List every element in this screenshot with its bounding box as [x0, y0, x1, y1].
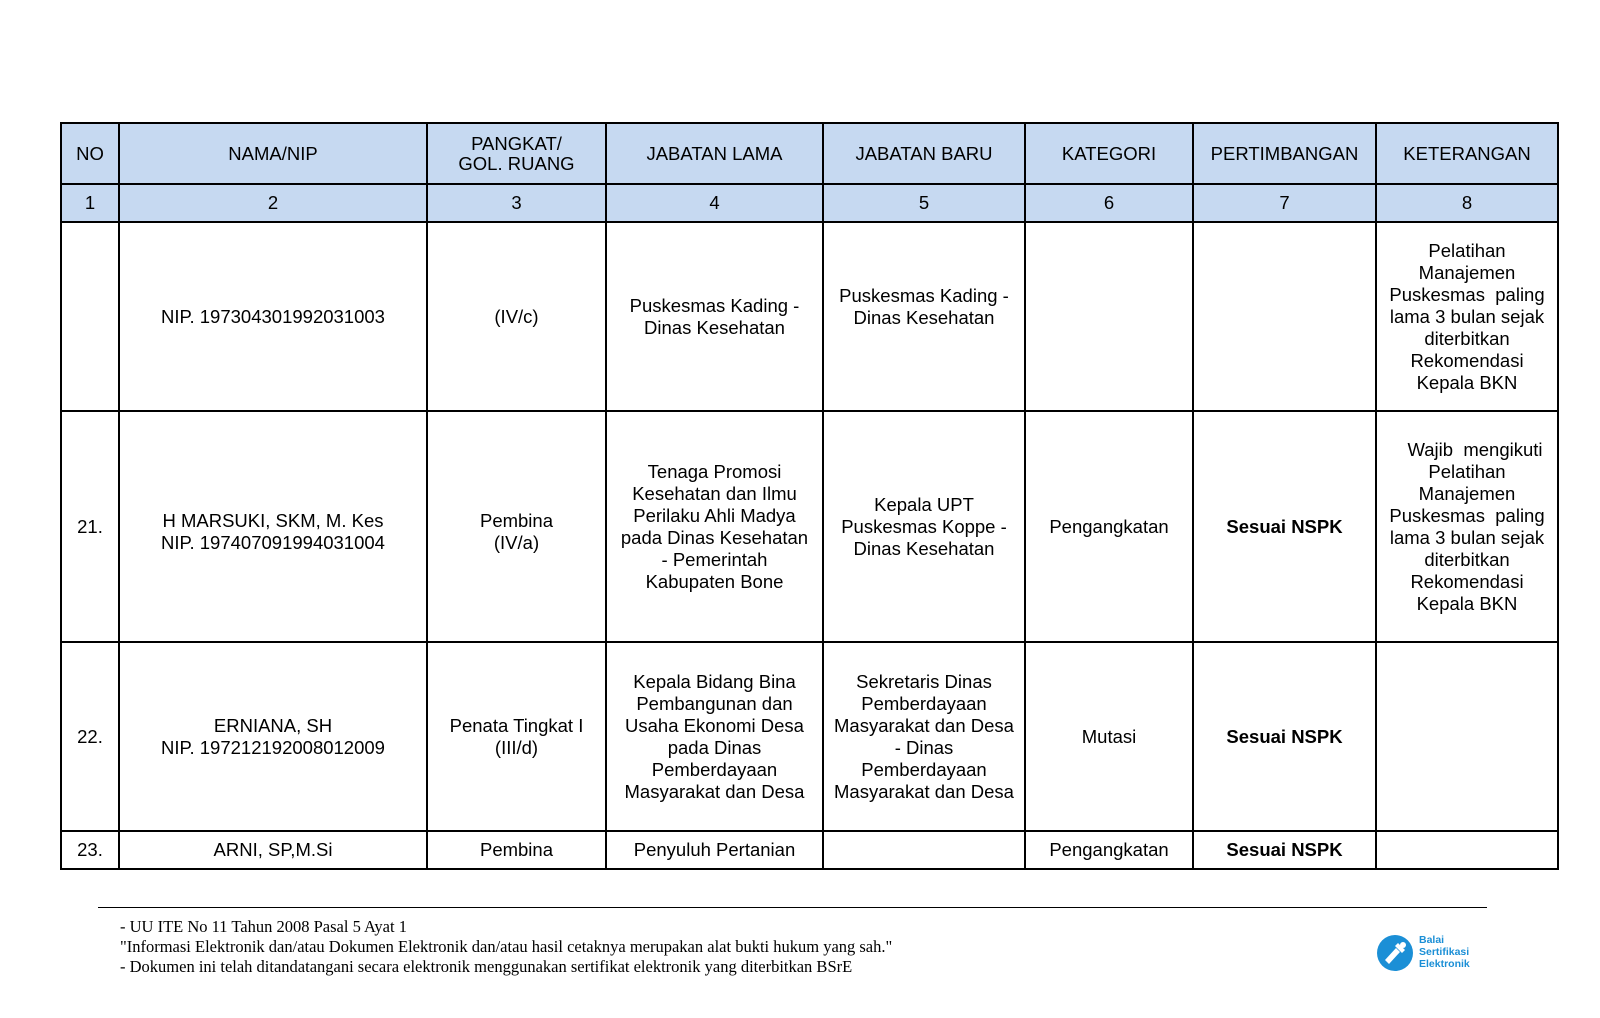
row-golongan: (IV/c) — [494, 305, 539, 327]
row-jabatan-baru — [823, 831, 1025, 869]
row-kategori: Pengangkatan — [1025, 411, 1193, 642]
header-no: NO — [61, 123, 119, 184]
row-jabatan-lama: Kepala Bidang Bina Pembangunan dan Usaha Ekonomi Desa pada Dinas Pemberdayaan Masyarakat dan Desa — [606, 642, 823, 831]
header-pertimbangan: PERTIMBANGAN — [1193, 123, 1376, 184]
row-nama: ARNI, SP,M.Si — [119, 831, 427, 869]
row-kategori — [1025, 222, 1193, 411]
header-row — [61, 123, 1558, 184]
footer-disclaimer — [120, 917, 892, 977]
row-kategori: Mutasi — [1025, 642, 1193, 831]
row-pangkat — [427, 222, 606, 411]
row-no: 21. — [61, 411, 119, 642]
row-keterangan: Pelatihan Manajemen Puskesmas paling lama 3 bulan sejak diterbitkan Rekomendasi Kepala BKN — [1376, 222, 1558, 411]
column-number: 1 — [61, 184, 119, 222]
table-row — [61, 411, 1558, 642]
table-row — [61, 642, 1558, 831]
row-nip: NIP. 197407091994031004 — [161, 531, 385, 553]
row-nama-nip — [119, 222, 427, 411]
row-keterangan — [1376, 642, 1558, 831]
row-kategori: Pengangkatan — [1025, 831, 1193, 869]
table-row — [61, 222, 1558, 411]
row-no — [61, 222, 119, 411]
row-jabatan-lama: Penyuluh Pertanian — [606, 831, 823, 869]
row-jabatan-baru: Sekretaris Dinas Pemberdayaan Masyarakat dan Desa - Dinas Pemberdayaan Masyarakat dan Desa — [823, 642, 1025, 831]
row-jabatan-lama: Puskesmas Kading - Dinas Kesehatan — [606, 222, 823, 411]
footer-line: "Informasi Elektronik dan/atau Dokumen Elektronik dan/atau hasil cetaknya merupakan alat bukti hukum yang sah." — [120, 937, 893, 956]
row-nama-nip — [119, 642, 427, 831]
column-number: 3 — [427, 184, 606, 222]
row-no: 22. — [61, 642, 119, 831]
row-pertimbangan: Sesuai NSPK — [1193, 642, 1376, 831]
row-no: 23. — [61, 831, 119, 869]
footer-divider — [98, 907, 1487, 908]
column-number: 2 — [119, 184, 427, 222]
row-nip: NIP. 197304301992031003 — [161, 305, 385, 327]
column-number: 4 — [606, 184, 823, 222]
row-golongan: (III/d) — [494, 736, 539, 758]
column-number: 8 — [1376, 184, 1558, 222]
row-pertimbangan: Sesuai NSPK — [1193, 411, 1376, 642]
row-pangkat: Penata Tingkat I (III/d) — [427, 642, 606, 831]
row-jabatan-baru: Puskesmas Kading - Dinas Kesehatan — [823, 222, 1025, 411]
column-number: 6 — [1025, 184, 1193, 222]
header-kategori: KATEGORI — [1025, 123, 1193, 184]
header-pangkat: PANGKAT/ GOL. RUANG — [427, 123, 606, 184]
row-pertimbangan: Sesuai NSPK — [1193, 831, 1376, 869]
row-nama: ERNIANA, SH — [213, 714, 333, 736]
row-keterangan: Wajib mengikuti Pelatihan Manajemen Puskesmas paling lama 3 bulan sejak diterbitkan Rekomendasi Kepala BKN — [1376, 411, 1558, 642]
personnel-table — [60, 122, 1559, 870]
column-number: 7 — [1193, 184, 1376, 222]
header-jabatan-lama: JABATAN LAMA — [606, 123, 823, 184]
row-pangkat: Pembina — [427, 831, 606, 869]
row-nip: NIP. 197212192008012009 — [161, 736, 385, 758]
bsre-logo — [1376, 932, 1496, 976]
column-number: 5 — [823, 184, 1025, 222]
bsre-logo-text: Balai Sertifikasi Elektronik — [1419, 934, 1470, 970]
column-number-row — [61, 184, 1558, 222]
row-golongan: (IV/a) — [493, 531, 540, 553]
header-nama-nip: NAMA/NIP — [119, 123, 427, 184]
row-jabatan-lama: Tenaga Promosi Kesehatan dan Ilmu Perilaku Ahli Madya pada Dinas Kesehatan - Pemerintah Kabupaten Bone — [606, 411, 823, 642]
header-keterangan: KETERANGAN — [1376, 123, 1558, 184]
row-pangkat: Pembina (IV/a) — [427, 411, 606, 642]
footer-line: - UU ITE No 11 Tahun 2008 Pasal 5 Ayat 1 — [120, 917, 407, 936]
row-nama: H MARSUKI, SKM, M. Kes — [162, 509, 384, 531]
row-keterangan — [1376, 831, 1558, 869]
header-jabatan-baru: JABATAN BARU — [823, 123, 1025, 184]
footer-line: - Dokumen ini telah ditandatangani secara elektronik menggunakan sertifikat elektronik yang diterbitkan BSrE — [120, 957, 853, 976]
row-nama-nip — [119, 411, 427, 642]
row-jabatan-baru: Kepala UPT Puskesmas Koppe - Dinas Kesehatan — [823, 411, 1025, 642]
table-row — [61, 831, 1558, 869]
bsre-emblem-icon — [1376, 934, 1414, 972]
row-pertimbangan — [1193, 222, 1376, 411]
